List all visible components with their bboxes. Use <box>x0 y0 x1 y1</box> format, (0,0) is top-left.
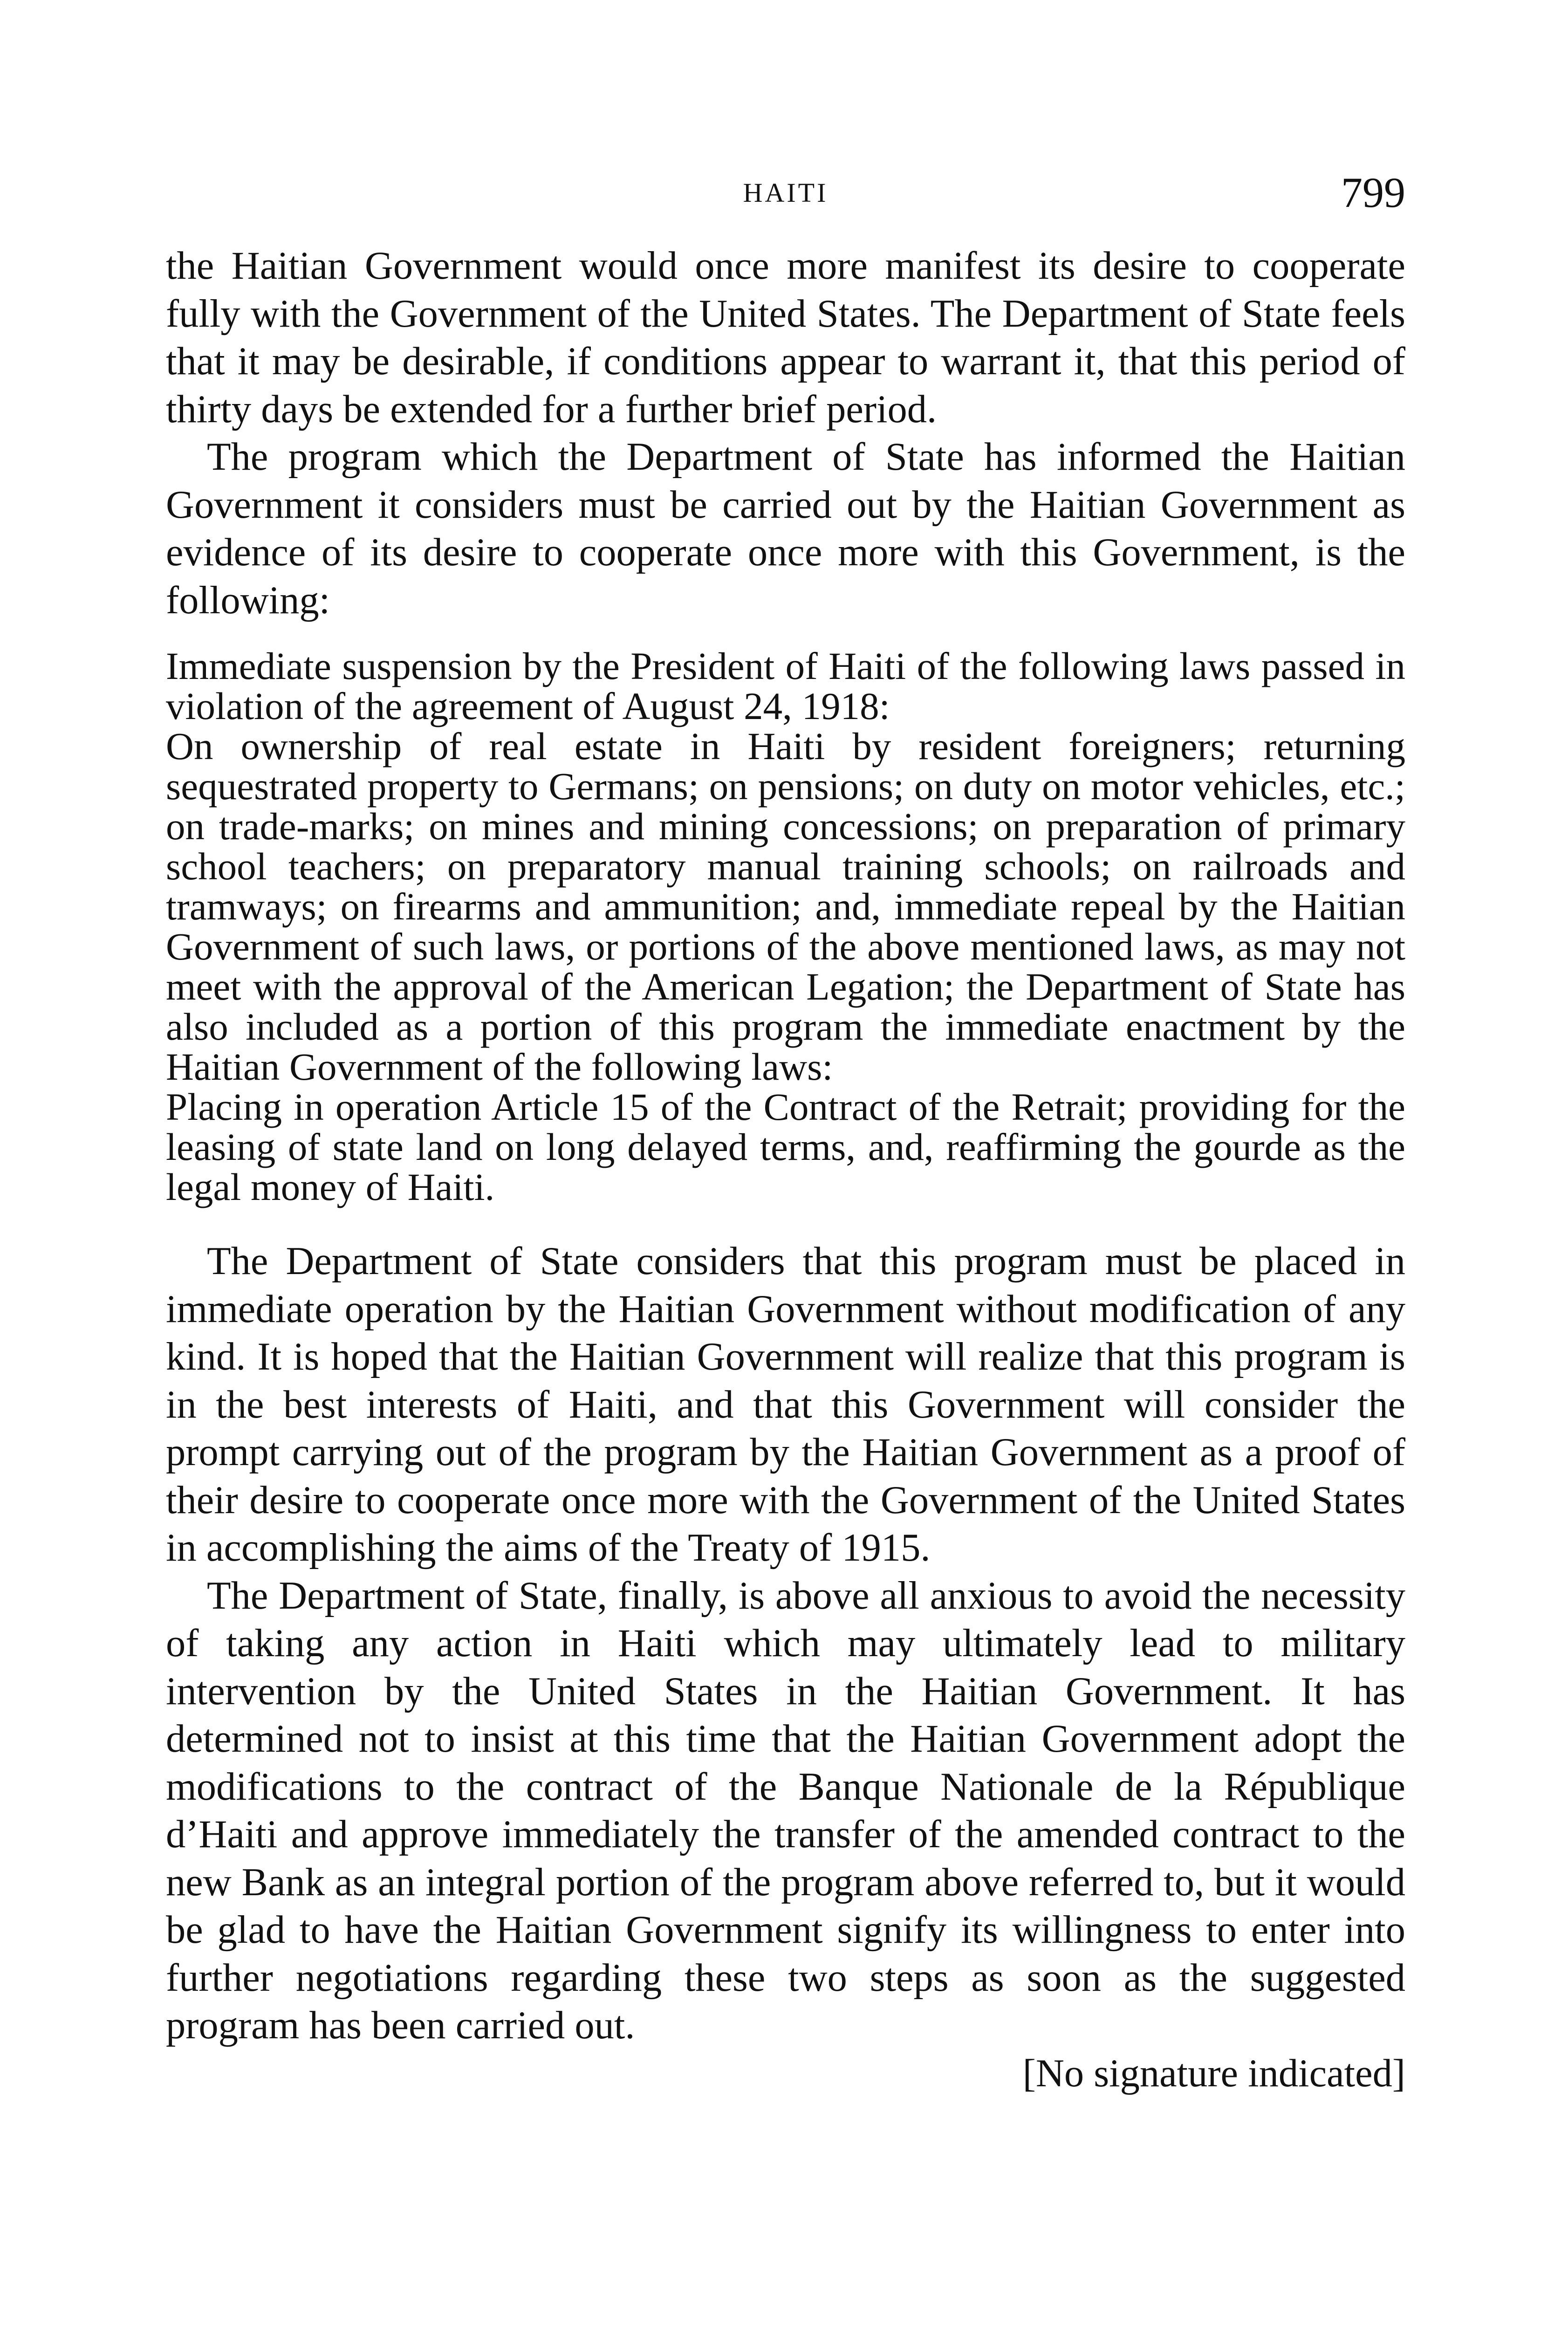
body-text <box>166 242 1405 2097</box>
page-number: 799 <box>1341 169 1405 216</box>
signature-row <box>166 2050 1405 2098</box>
paragraph-2: The program which the Department of State has informed the Haitian Government it considers must be carried out by the Haitian Government as evidence of its desire to cooperate once more with this Government, is the following: <box>166 435 1405 622</box>
quote-paragraph-1: Immediate suspension by the President of Haiti of the following laws passed in violation of the agreement of August 24, 1918: <box>166 644 1405 727</box>
quote-paragraph-3: Placing in operation Article 15 of the Contract of the Retrait; providing for the leasing of state land on long delayed terms, and, reaffirming the gourde as the legal money of Haiti. <box>166 1085 1405 1208</box>
signature-note: [No signature indicated] <box>1022 2051 1405 2095</box>
paragraph-1: the Haitian Government would once more manifest its desire to cooperate fully with the Government of the United States. The Department of State feels that it may be desirable, if conditions appear to warrant it, that this period of thirty days be extended for a further brief period. <box>166 244 1405 431</box>
paragraph-4: The Department of State, finally, is above all anxious to avoid the necessity of taking any action in Haiti which may ultimately lead to military intervention by the United States in the Haitian Government. It has determined not to insist at this time that the Haitian Government adopt the modifications to the contract of the Banque Nationale de la République d’Haiti and approve immediately the transfer of the amended contract to the new Bank as an integral portion of the program above referred to, but it would be glad to have the Haitian Government signify its willingness to enter into further negotiations regarding these two steps as soon as the suggested program has been carried out. <box>166 1574 1405 2047</box>
running-head <box>166 168 1405 219</box>
quote-paragraph-2: On ownership of real estate in Haiti by resident foreigners; returning sequestrated property to Germans; on pensions; on duty on motor vehicles, etc.; on trade-marks; on mines and mining concessions; on preparation of primary school teachers; on preparatory manual training schools; on railroads and tramways; on firearms and ammunition; and, immediate repeal by the Haitian Government of such laws, or portions of the above mentioned laws, as may not meet with the approval of the American Legation; the Department of State has also included as a portion of this program the immediate enactment by the Haitian Government of the following laws: <box>166 725 1405 1088</box>
paragraph-3: The Department of State considers that this program must be placed in immediate operation by the Haitian Government without modification of any kind. It is hoped that the Haitian Government will realize that this program is in the best interests of Haiti, and that this Government will consider the prompt carrying out of the program by the Haitian Government as a proof of their desire to cooperate once more with the Government of the United States in accomplishing the aims of the Treaty of 1915. <box>166 1240 1405 1569</box>
quoted-program <box>166 646 1405 1207</box>
running-title: HAITI <box>743 178 829 208</box>
